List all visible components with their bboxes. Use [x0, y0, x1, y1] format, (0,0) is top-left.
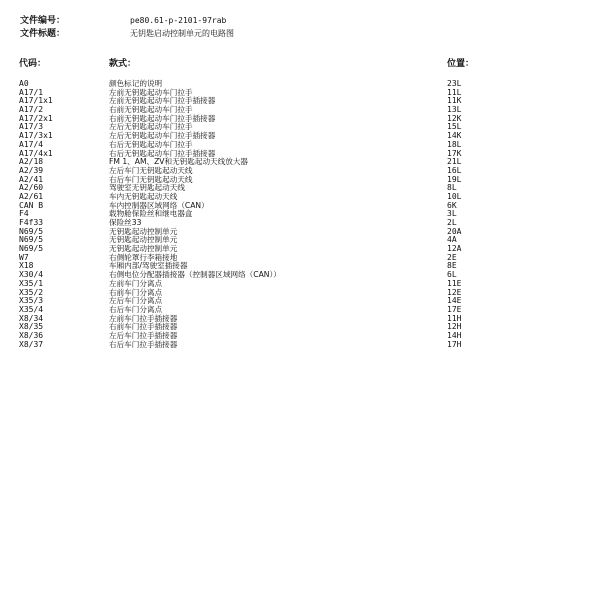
component-code: A17/1x1 [19, 96, 53, 106]
component-code: A17/3x1 [19, 131, 53, 141]
component-position: 10L [447, 191, 462, 201]
component-position: 11H [447, 313, 462, 323]
component-description: 右前无钥匙起动车门拉手 [109, 105, 193, 115]
component-code: N69/5 [19, 226, 44, 236]
component-code: A17/4 [19, 139, 44, 149]
component-position: 4A [447, 235, 457, 245]
component-position: 2E [447, 252, 457, 262]
component-description: 驾驶室无钥匙起动天线 [109, 183, 185, 193]
component-position: 12H [447, 322, 462, 332]
table-row [0, 176, 604, 185]
component-description: 左前无钥匙起动车门拉手插接器 [109, 96, 216, 106]
component-description: 颜色标记的说明 [109, 79, 163, 88]
component-position: 17K [447, 148, 462, 158]
component-description: 无钥匙起动控制单元 [109, 226, 178, 236]
component-description: 载物舱保险丝和继电器盒 [109, 209, 193, 219]
component-description: 右后车门分离点 [109, 304, 163, 314]
component-description: 左后无钥匙起动车门拉手 [109, 122, 193, 132]
component-position: 20A [447, 226, 462, 236]
component-position: 8E [447, 261, 457, 271]
component-code: A2/41 [19, 174, 44, 184]
component-position: 2L [447, 218, 457, 227]
component-code: A2/18 [19, 157, 44, 167]
component-code: A17/3 [19, 122, 44, 132]
component-position: 21L [447, 157, 462, 167]
component-description: 车厢内部/驾驶室插接器 [109, 261, 188, 271]
position-column-header: 位置： [447, 59, 475, 69]
component-position: 11L [447, 87, 462, 97]
component-position: 3L [447, 209, 457, 219]
component-code: X30/4 [19, 270, 44, 280]
component-position: 15L [447, 122, 462, 132]
component-code: F4f33 [19, 218, 44, 227]
component-list [0, 80, 604, 349]
component-position: 6K [447, 200, 457, 210]
component-code: N69/5 [19, 244, 44, 254]
table-row [0, 315, 604, 324]
component-position: 12A [447, 244, 462, 254]
component-code: A2/61 [19, 191, 44, 201]
component-description: 无钥匙起动控制单元 [109, 244, 178, 254]
component-description: FM 1、AM、ZV和无钥匙起动天线放大器 [109, 157, 249, 167]
component-code: X35/2 [19, 287, 44, 297]
component-code: A0 [19, 79, 29, 88]
table-row [0, 306, 604, 315]
component-description: 右前车门拉手插接器 [109, 322, 178, 332]
table-row [0, 228, 604, 237]
table-row [0, 245, 604, 254]
component-position: 17E [447, 304, 462, 314]
table-row [0, 184, 604, 193]
component-code: X35/4 [19, 304, 44, 314]
component-position: 12K [447, 113, 462, 123]
table-row [0, 158, 604, 167]
table-row [0, 323, 604, 332]
component-position: 6L [447, 270, 457, 280]
component-code: A2/60 [19, 183, 44, 193]
component-description: 右侧电位分配器插接器（控制器区域网络（CAN）） [109, 270, 281, 280]
component-code: A2/39 [19, 165, 44, 175]
component-description: 左后车门无钥匙起动天线 [109, 165, 193, 175]
component-position: 12E [447, 287, 462, 297]
component-description: 无钥匙起动控制单元 [109, 235, 178, 245]
component-code: X8/35 [19, 322, 44, 332]
component-code: X8/34 [19, 313, 44, 323]
component-position: 23L [447, 79, 462, 88]
component-code: CAN B [19, 200, 44, 210]
component-position: 19L [447, 174, 462, 184]
component-description: 右后车门拉手插接器 [109, 339, 178, 349]
component-description: 右侧轮罩行李箱接地 [109, 252, 178, 262]
component-description: 左后无钥匙起动车门拉手插接器 [109, 131, 216, 141]
component-description: 左前车门拉手插接器 [109, 313, 178, 323]
doc-title-value: 无钥匙启动控制单元的电路图 [130, 29, 234, 38]
doc-number-label: 文件编号： [20, 16, 66, 26]
table-row [0, 202, 604, 211]
description-column-header: 款式： [109, 59, 137, 69]
table-row [0, 332, 604, 341]
table-row [0, 123, 604, 132]
table-row [0, 106, 604, 115]
component-code: A17/4x1 [19, 148, 53, 158]
component-code: F4 [19, 209, 29, 219]
component-description: 车内无钥匙起动天线 [109, 191, 178, 201]
table-row [0, 236, 604, 245]
component-description: 左后车门分离点 [109, 296, 163, 306]
table-row [0, 210, 604, 219]
component-description: 车内控制器区域网络（CAN） [109, 200, 209, 210]
component-description: 左前车门分离点 [109, 278, 163, 288]
table-row [0, 132, 604, 141]
component-description: 保险丝33 [109, 218, 142, 227]
component-description: 左后车门拉手插接器 [109, 330, 178, 340]
component-code: X18 [19, 261, 34, 271]
component-description: 左前无钥匙起动车门拉手 [109, 87, 193, 97]
component-code: A17/2x1 [19, 113, 53, 123]
component-code: X35/1 [19, 278, 44, 288]
component-description: 右后车门无钥匙起动天线 [109, 174, 193, 184]
table-row [0, 167, 604, 176]
component-code: X8/37 [19, 339, 44, 349]
table-row [0, 80, 604, 89]
component-code: X35/3 [19, 296, 44, 306]
component-code: A17/2 [19, 105, 44, 115]
table-row [0, 89, 604, 98]
table-row [0, 115, 604, 124]
component-code: A17/1 [19, 87, 44, 97]
table-row [0, 193, 604, 202]
component-position: 11E [447, 278, 462, 288]
component-position: 11K [447, 96, 462, 106]
component-description: 右前车门分离点 [109, 287, 163, 297]
table-row [0, 150, 604, 159]
table-row [0, 289, 604, 298]
table-row [0, 341, 604, 350]
component-description: 右后无钥匙起动车门拉手 [109, 139, 193, 149]
table-row [0, 97, 604, 106]
component-description: 右后无钥匙起动车门拉手插接器 [109, 148, 216, 158]
table-row [0, 280, 604, 289]
component-description: 右前无钥匙起动车门拉手插接器 [109, 113, 216, 123]
code-column-header: 代码： [19, 59, 47, 69]
component-code: X8/36 [19, 330, 44, 340]
component-position: 18L [447, 139, 462, 149]
component-position: 14K [447, 131, 462, 141]
table-row [0, 219, 604, 228]
component-position: 14E [447, 296, 462, 306]
table-row [0, 297, 604, 306]
table-row [0, 254, 604, 263]
table-row [0, 262, 604, 271]
component-position: 8L [447, 183, 457, 193]
component-position: 14H [447, 330, 462, 340]
table-row [0, 141, 604, 150]
component-position: 16L [447, 165, 462, 175]
table-row [0, 271, 604, 280]
doc-title-label: 文件标题： [20, 29, 66, 39]
component-code: N69/5 [19, 235, 44, 245]
component-position: 17H [447, 339, 462, 349]
doc-number-value: pe80.61-p-2101-97rab [130, 16, 227, 25]
component-position: 13L [447, 105, 462, 115]
component-code: W7 [19, 252, 29, 262]
